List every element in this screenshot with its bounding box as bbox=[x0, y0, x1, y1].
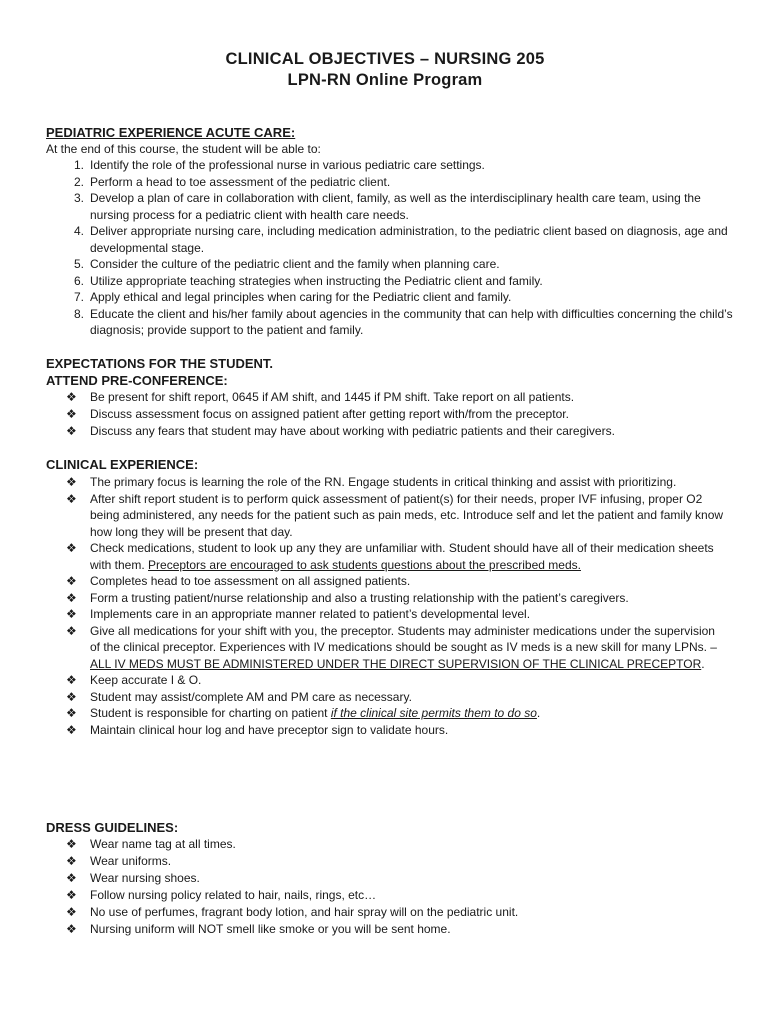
item-text: Wear uniforms. bbox=[90, 854, 172, 868]
list-item bbox=[66, 540, 726, 573]
bullet-icon: ❖ bbox=[66, 722, 77, 737]
bullet-icon: ❖ bbox=[66, 837, 77, 851]
bullet-icon: ❖ bbox=[66, 623, 77, 638]
list-item bbox=[66, 672, 726, 689]
item-text bbox=[90, 540, 726, 573]
item-text: Discuss assessment focus on assigned patient after getting report with/from the preceptor. bbox=[90, 407, 569, 421]
list-item bbox=[46, 190, 736, 223]
underlined-note: Preceptors are encouraged to ask students questions about the prescribed meds. bbox=[148, 557, 581, 572]
bullet-icon: ❖ bbox=[66, 590, 77, 605]
item-text bbox=[90, 705, 726, 722]
list-item bbox=[66, 836, 726, 853]
bullet-icon: ❖ bbox=[66, 706, 77, 720]
list-item bbox=[46, 256, 736, 273]
item-text: Implements care in an appropriate manner related to patient’s developmental level. bbox=[90, 607, 531, 621]
item-text: Consider the culture of the pediatric client and the family when planning care. bbox=[90, 257, 500, 271]
item-text: Develop a plan of care in collaboration with client, family, as well as the interdisciplinary health care team, using the nursing process for a pediatric client with health care needs. bbox=[90, 191, 701, 222]
list-item bbox=[66, 921, 726, 938]
bullet-icon: ❖ bbox=[66, 541, 77, 555]
item-text: Student may assist/complete AM and PM care as necessary. bbox=[90, 689, 412, 704]
item-text-part: . bbox=[536, 706, 541, 720]
item-number: 2. bbox=[74, 174, 85, 189]
list-item bbox=[46, 174, 736, 191]
item-text bbox=[90, 623, 726, 673]
item-number: 7. bbox=[74, 290, 85, 304]
document-subtitle: LPN-RN Online Program bbox=[287, 71, 483, 89]
bullet-icon: ❖ bbox=[66, 424, 77, 438]
bullet-icon: ❖ bbox=[66, 607, 77, 621]
item-text: Wear nursing shoes. bbox=[90, 871, 200, 885]
item-text-part: Give all medications for your shift with you, the preceptor. Students may administer medications under the supervision of the clinical preceptor. Experiences with IV medications should be sought as IV meds is a new skill for many LPNs. – bbox=[90, 623, 717, 654]
item-text-part: . bbox=[701, 656, 705, 671]
item-text-part: Check medications, student to look up any they are unfamiliar with. Student should have all of their medication sheets with them. bbox=[90, 541, 714, 572]
item-text: Identify the role of the professional nurse in various pediatric care settings. bbox=[90, 158, 485, 172]
pediatric-heading: PEDIATRIC EXPERIENCE ACUTE CARE: bbox=[46, 125, 296, 140]
item-text: Nursing uniform will NOT smell like smoke or you will be sent home. bbox=[90, 922, 451, 936]
list-item bbox=[66, 705, 726, 722]
item-number: 8. bbox=[74, 306, 85, 321]
bullet-icon: ❖ bbox=[66, 871, 77, 885]
item-text: Follow nursing policy related to hair, nails, rings, etc… bbox=[90, 888, 377, 902]
bullet-icon: ❖ bbox=[66, 574, 77, 588]
underlined-note: ALL IV MEDS MUST BE ADMINISTERED UNDER THE DIRECT SUPERVISION OF THE CLINICAL PRECEPTOR bbox=[90, 656, 702, 671]
bullet-icon: ❖ bbox=[66, 689, 77, 704]
list-item bbox=[66, 623, 726, 673]
list-item bbox=[66, 870, 726, 887]
item-text: Maintain clinical hour log and have preceptor sign to validate hours. bbox=[90, 722, 449, 737]
list-item bbox=[66, 573, 726, 590]
list-item bbox=[66, 722, 726, 739]
bullet-icon: ❖ bbox=[66, 407, 77, 421]
dress-heading: DRESS GUIDELINES: bbox=[46, 820, 179, 835]
list-item bbox=[66, 474, 726, 491]
list-item bbox=[66, 423, 726, 440]
objectives-list bbox=[46, 157, 736, 339]
bullet-icon: ❖ bbox=[66, 491, 77, 506]
item-text: Educate the client and his/her family about agencies in the community that can help with difficulties concerning the child’s diagnosis; provide support to the patient and family. bbox=[90, 306, 733, 337]
bullet-icon: ❖ bbox=[66, 888, 77, 902]
list-item bbox=[66, 887, 726, 904]
bullet-icon: ❖ bbox=[66, 905, 77, 919]
dress-list bbox=[66, 836, 726, 938]
item-text: Keep accurate I & O. bbox=[90, 673, 202, 687]
bullet-icon: ❖ bbox=[66, 475, 77, 489]
bullet-icon: ❖ bbox=[66, 854, 77, 868]
clinical-heading: CLINICAL EXPERIENCE: bbox=[46, 457, 199, 472]
list-item bbox=[46, 289, 736, 306]
item-number: 4. bbox=[74, 224, 85, 238]
list-item bbox=[66, 406, 726, 423]
list-item bbox=[46, 306, 736, 339]
item-text: Be present for shift report, 0645 if AM shift, and 1445 if PM shift. Take report on all patients. bbox=[90, 390, 575, 404]
item-number: 3. bbox=[74, 191, 85, 205]
item-text: Perform a head to toe assessment of the pediatric client. bbox=[90, 174, 391, 189]
list-item bbox=[66, 904, 726, 921]
preconference-list bbox=[66, 389, 726, 440]
document-title: CLINICAL OBJECTIVES – NURSING 205 bbox=[225, 50, 545, 68]
item-number: 6. bbox=[74, 273, 85, 288]
item-text-part: Student is responsible for charting on patient bbox=[90, 706, 331, 720]
italic-note: if the clinical site permits them to do so bbox=[330, 706, 537, 720]
bullet-icon: ❖ bbox=[66, 390, 77, 404]
item-text: Wear name tag at all times. bbox=[90, 837, 236, 851]
list-item bbox=[66, 491, 726, 541]
item-number: 5. bbox=[74, 257, 85, 271]
item-text: No use of perfumes, fragrant body lotion, and hair spray will on the pediatric unit. bbox=[90, 905, 519, 919]
item-text: Deliver appropriate nursing care, including medication administration, to the pediatric client based on diagnosis, age and developmental stage. bbox=[90, 224, 728, 255]
list-item bbox=[66, 689, 726, 706]
bullet-icon: ❖ bbox=[66, 922, 77, 936]
item-text: The primary focus is learning the role of the RN. Engage students in critical thinking and assist with prioritizing. bbox=[90, 475, 677, 489]
preconference-heading: ATTEND PRE-CONFERENCE: bbox=[46, 373, 228, 388]
bullet-icon: ❖ bbox=[66, 673, 77, 687]
item-text: After shift report student is to perform quick assessment of patient(s) for their needs, proper IVF infusing, proper O2 being administered, any needs for the patient such as pain meds, etc. Introduce self and let the patient and family know how long they will be present that day. bbox=[90, 491, 724, 539]
list-item bbox=[46, 273, 736, 290]
expectations-heading: EXPECTATIONS FOR THE STUDENT. bbox=[46, 356, 274, 371]
item-text: Apply ethical and legal principles when caring for the Pediatric client and family. bbox=[90, 290, 512, 304]
list-item bbox=[66, 853, 726, 870]
list-item bbox=[66, 389, 726, 406]
clinical-list bbox=[66, 474, 726, 738]
item-number: 1. bbox=[74, 158, 85, 172]
item-text: Utilize appropriate teaching strategies when instructing the Pediatric client and family. bbox=[90, 273, 543, 288]
list-item bbox=[46, 157, 736, 174]
item-text: Completes head to toe assessment on all assigned patients. bbox=[90, 574, 411, 588]
list-item bbox=[66, 606, 726, 623]
item-text: Form a trusting patient/nurse relationship and also a trusting relationship with the patient’s caregivers. bbox=[90, 590, 629, 605]
pediatric-intro: At the end of this course, the student will be able to: bbox=[46, 142, 321, 156]
list-item bbox=[66, 590, 726, 607]
item-text: Discuss any fears that student may have about working with pediatric patients and their caregivers. bbox=[90, 424, 615, 438]
list-item bbox=[46, 223, 736, 256]
